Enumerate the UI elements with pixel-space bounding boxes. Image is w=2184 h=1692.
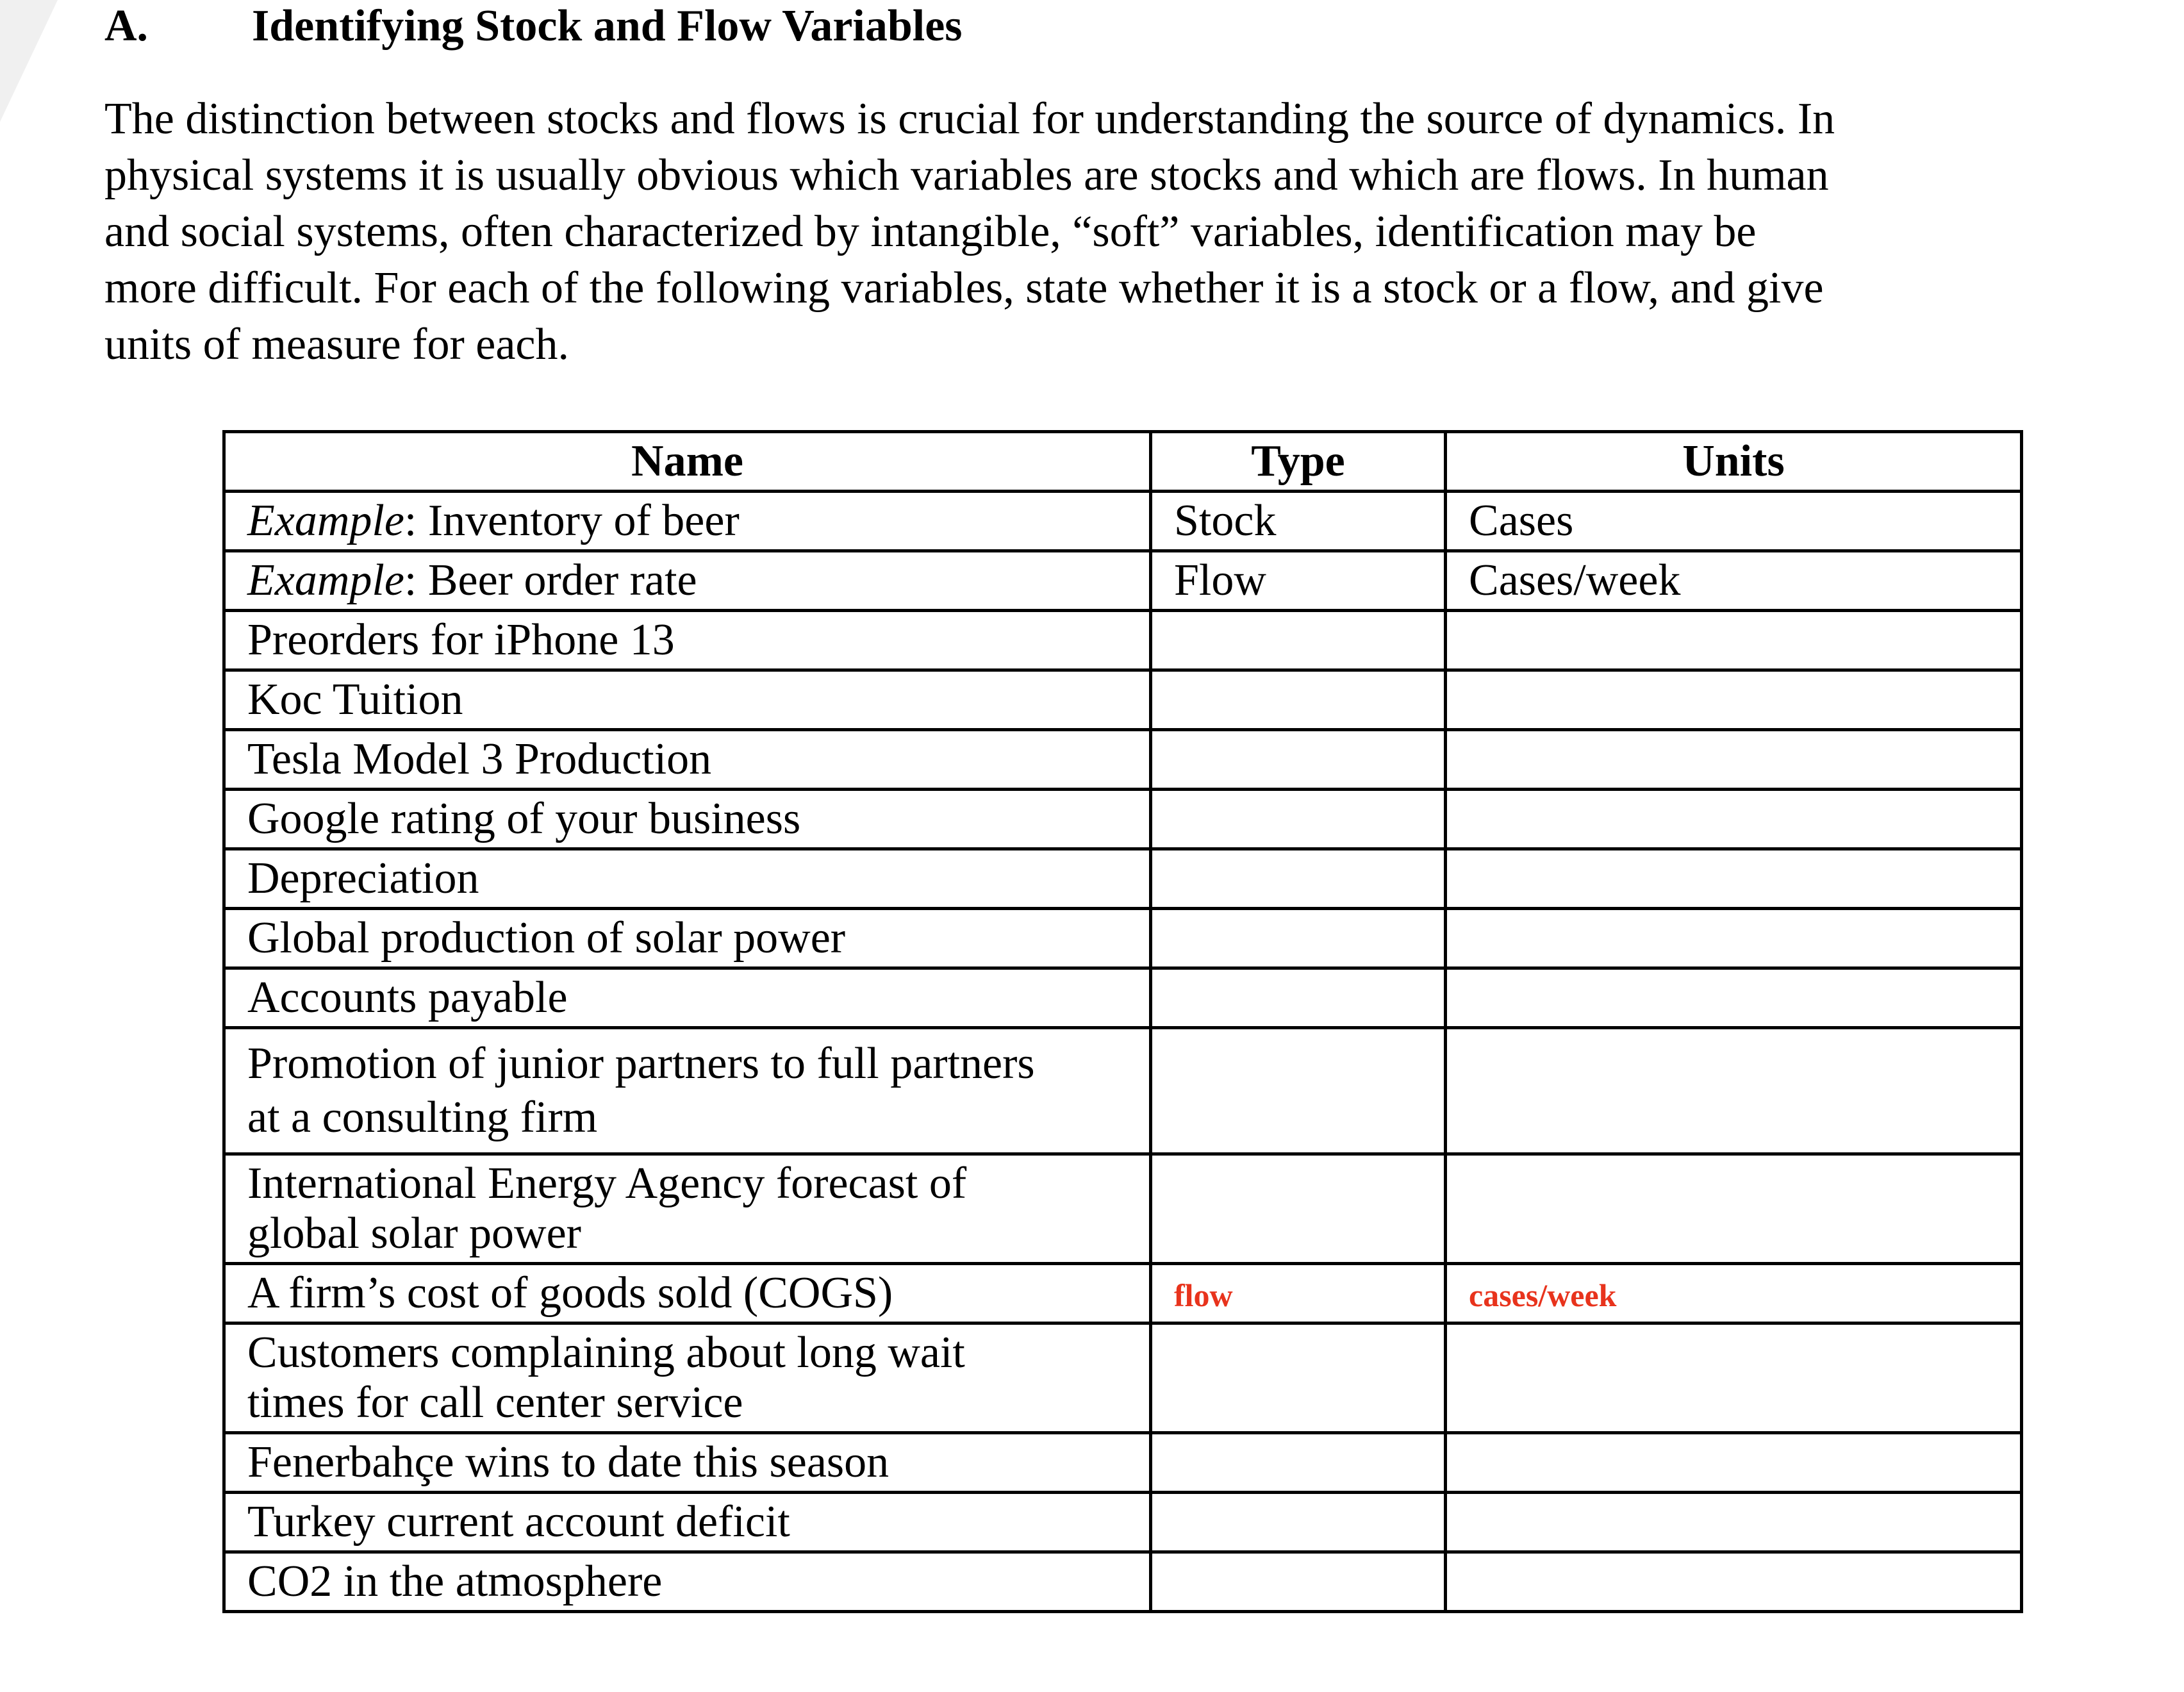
table-row	[224, 1028, 2022, 1154]
page-corner-shadow	[0, 0, 58, 122]
units-answer-cell[interactable]	[1446, 1552, 2022, 1612]
variable-name-line: global solar power	[247, 1209, 581, 1258]
units-answer-cell[interactable]	[1446, 1028, 2022, 1154]
variable-name-cell: Preorders for iPhone 13	[224, 611, 1151, 670]
variable-name-cell: Depreciation	[224, 849, 1151, 909]
units-answer-cell[interactable]	[1446, 909, 2022, 968]
variable-name-line: Customers complaining about long wait	[247, 1328, 965, 1377]
example-name: : Beer order rate	[404, 556, 697, 605]
units-answer-text: cases/week	[1469, 1277, 1617, 1313]
example-units-cell: Cases	[1446, 492, 2022, 551]
table-row	[224, 968, 2022, 1028]
units-answer-cell[interactable]	[1446, 670, 2022, 730]
units-answer-cell[interactable]	[1446, 1323, 2022, 1433]
variable-name-cell	[224, 1154, 1151, 1264]
table-row	[224, 1493, 2022, 1552]
variable-name-line: Promotion of junior partners to full partners	[247, 1039, 1035, 1088]
section-number: A.	[104, 1, 149, 51]
variable-name-line: at a consulting firm	[247, 1093, 598, 1142]
table-row	[224, 1552, 2022, 1612]
example-units-cell: Cases/week	[1446, 551, 2022, 611]
units-answer-cell[interactable]	[1446, 1154, 2022, 1264]
type-answer-cell[interactable]	[1151, 611, 1446, 670]
header-type: Type	[1151, 432, 1446, 492]
section-title: Identifying Stock and Flow Variables	[252, 1, 963, 51]
variable-name-cell: Google rating of your business	[224, 790, 1151, 849]
table-row	[224, 849, 2022, 909]
units-answer-cell[interactable]	[1446, 611, 2022, 670]
type-answer-text: flow	[1174, 1277, 1233, 1313]
table-row	[224, 730, 2022, 790]
header-name: Name	[224, 432, 1151, 492]
type-answer-cell[interactable]	[1151, 670, 1446, 730]
units-answer-cell[interactable]	[1446, 1493, 2022, 1552]
units-answer-cell[interactable]	[1446, 730, 2022, 790]
units-answer-cell[interactable]	[1446, 790, 2022, 849]
variable-name-cell: CO2 in the atmosphere	[224, 1552, 1151, 1612]
type-answer-cell[interactable]	[1151, 968, 1446, 1028]
type-answer-cell[interactable]	[1151, 1323, 1446, 1433]
variable-name-cell: Accounts payable	[224, 968, 1151, 1028]
intro-line: and social systems, often characterized by intangible, “soft” variables, identification may be	[104, 207, 1757, 256]
units-answer-cell[interactable]	[1446, 968, 2022, 1028]
table-row	[224, 1433, 2022, 1493]
intro-paragraph	[104, 91, 2027, 373]
units-answer-cell[interactable]	[1446, 849, 2022, 909]
example-row	[224, 551, 2022, 611]
type-answer-cell[interactable]	[1151, 1493, 1446, 1552]
table-row	[224, 611, 2022, 670]
variable-name-cell: Global production of solar power	[224, 909, 1151, 968]
header-units: Units	[1446, 432, 2022, 492]
variable-name-line: International Energy Agency forecast of	[247, 1159, 967, 1208]
example-label: Example	[247, 556, 404, 605]
variable-name-line: times for call center service	[247, 1378, 743, 1427]
variable-name-cell: Turkey current account deficit	[224, 1493, 1151, 1552]
table-row	[224, 1264, 2022, 1323]
example-name-cell	[224, 551, 1151, 611]
type-answer-cell[interactable]	[1151, 1028, 1446, 1154]
variable-name-cell	[224, 1028, 1151, 1154]
intro-line: The distinction between stocks and flows is crucial for understanding the source of dynamics. In	[104, 94, 1835, 144]
stock-flow-table	[222, 430, 2023, 1613]
intro-line: physical systems it is usually obvious which variables are stocks and which are flows. In human	[104, 151, 1829, 200]
example-label: Example	[247, 496, 404, 545]
type-answer-cell[interactable]	[1151, 790, 1446, 849]
units-answer-cell[interactable]	[1446, 1264, 2022, 1323]
intro-line: more difficult. For each of the following variables, state whether it is a stock or a flow, and give	[104, 263, 1824, 313]
units-answer-cell[interactable]	[1446, 1433, 2022, 1493]
table-row	[224, 909, 2022, 968]
type-answer-cell[interactable]	[1151, 1433, 1446, 1493]
variable-name-cell: Koc Tuition	[224, 670, 1151, 730]
intro-line: units of measure for each.	[104, 320, 569, 369]
type-answer-cell[interactable]	[1151, 849, 1446, 909]
type-answer-cell[interactable]	[1151, 1552, 1446, 1612]
variable-name-cell	[224, 1323, 1151, 1433]
table-row	[224, 670, 2022, 730]
table-header-row	[224, 432, 2022, 492]
type-answer-cell[interactable]	[1151, 1264, 1446, 1323]
variable-name-cell: Fenerbahçe wins to date this season	[224, 1433, 1151, 1493]
example-name-cell	[224, 492, 1151, 551]
variable-name-cell: Tesla Model 3 Production	[224, 730, 1151, 790]
example-row	[224, 492, 2022, 551]
type-answer-cell[interactable]	[1151, 730, 1446, 790]
example-name: : Inventory of beer	[404, 496, 740, 545]
variable-name-cell: A firm’s cost of goods sold (COGS)	[224, 1264, 1151, 1323]
table-row	[224, 1154, 2022, 1264]
type-answer-cell[interactable]	[1151, 909, 1446, 968]
table-row	[224, 790, 2022, 849]
type-answer-cell[interactable]	[1151, 1154, 1446, 1264]
example-type-cell: Flow	[1151, 551, 1446, 611]
table-row	[224, 1323, 2022, 1433]
example-type-cell: Stock	[1151, 492, 1446, 551]
